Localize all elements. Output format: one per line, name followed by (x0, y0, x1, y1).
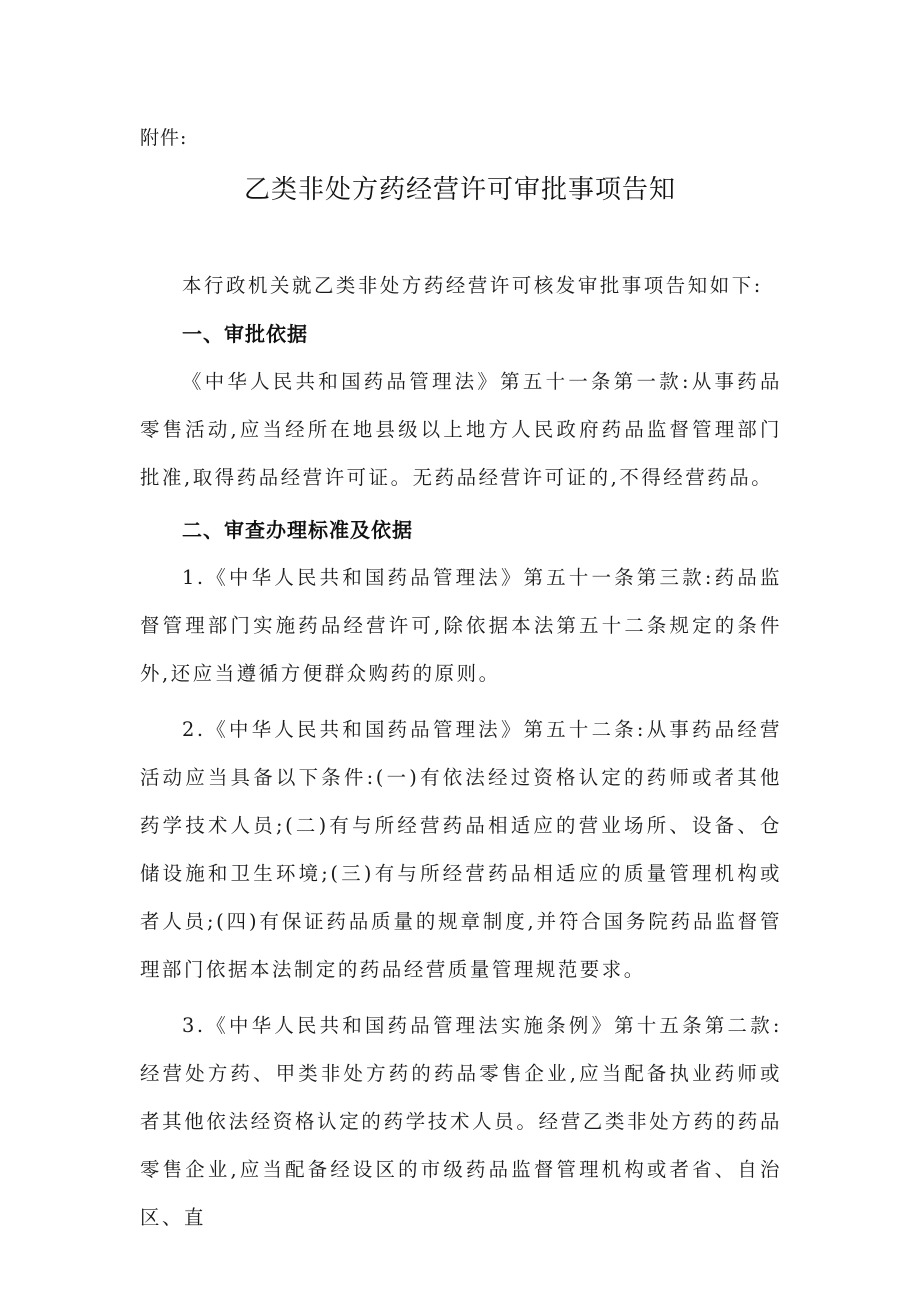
intro-paragraph: 本行政机关就乙类非处方药经营许可核发审批事项告知如下: (182, 274, 763, 297)
review-standard-paragraph-3: 3.《中华人民共和国药品管理法实施条例》第十五条第二款:经营处方药、甲类非处方药的药品零售企业,应当配备执业药师或者其他依法经资格认定的药学技术人员。经营乙类非处方药的药品零售企业,应当配备经设区的市级药品监督管理机构或者省、自治区、直 (140, 1014, 782, 1229)
approval-basis-paragraph: 《中华人民共和国药品管理法》第五十一条第一款:从事药品零售活动,应当经所在地县级以上地方人民政府药品监督管理部门批准,取得药品经营许可证。无药品经营许可证的,不得经营药品。 (140, 370, 782, 489)
review-standard-paragraph-1: 1.《中华人民共和国药品管理法》第五十一条第三款:药品监督管理部门实施药品经营许可,除依据本法第五十二条规定的条件外,还应当遵循方便群众购药的原则。 (140, 566, 782, 685)
document-title: 乙类非处方药经营许可审批事项告知 (243, 175, 676, 205)
section-heading-approval-basis: 一、审批依据 (182, 322, 308, 346)
review-standard-paragraph-2: 2.《中华人民共和国药品管理法》第五十二条:从事药品经营活动应当具备以下条件:(一)有依法经过资格认定的药师或者其他药学技术人员;(二)有与所经营药品相适应的营业场所、设备、仓储设施和卫生环境;(三)有与所经营药品相适应的质量管理机构或者人员;(四)有保证药品质量的规章制度,并符合国务院药品监督管理部门依据本法制定的药品经营质量管理规范要求。 (140, 718, 782, 981)
attachment-label: 附件: (140, 127, 188, 149)
document-body (140, 262, 782, 1242)
section-heading-review-standards: 二、审查办理标准及依据 (182, 518, 413, 542)
